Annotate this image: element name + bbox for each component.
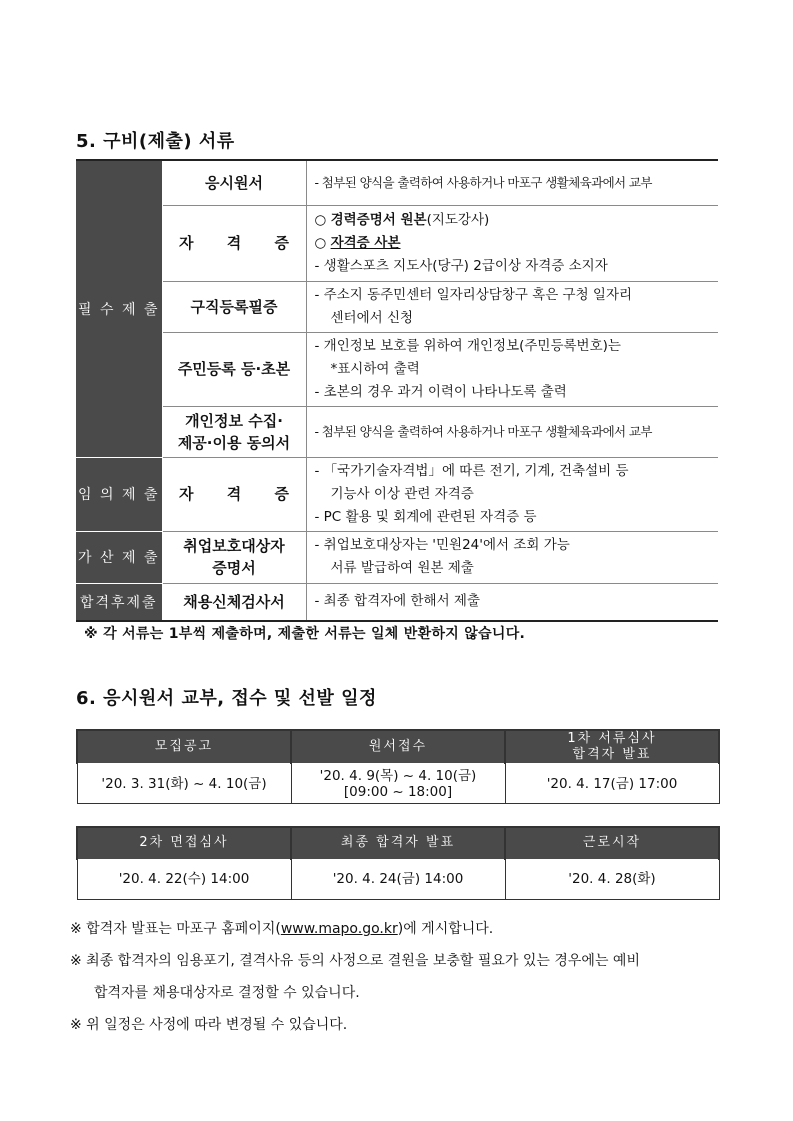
note-reserve-line2: 합격자를 채용대상자로 결정할 수 있습니다. — [94, 985, 360, 1001]
section6-title: 6. 응시원서 교부, 접수 및 선발 일정 — [76, 688, 377, 709]
required-documents-table — [76, 159, 718, 622]
header-application-receipt: 원서접수 — [291, 730, 505, 764]
doc-desc-certificate: ○ 경력증명서 원본(지도강사) ○ 자격증 사본 - 생활스포츠 지도사(당구) 2급이상 자격증 소지자 — [306, 205, 718, 281]
table-row — [76, 531, 718, 583]
doc-name-certificate: 자 격 증 — [162, 205, 306, 281]
schedule-notes — [70, 913, 730, 1041]
doc-name-application: 응시원서 — [162, 160, 306, 205]
table-row — [76, 332, 718, 406]
table-row — [77, 859, 719, 899]
cell-work-start: '20. 4. 28(화) — [505, 859, 719, 899]
header-final-announcement: 최종 합격자 발표 — [291, 827, 505, 859]
table-row — [77, 764, 719, 804]
doc-name-resident-registration: 주민등록 등·초본 — [162, 332, 306, 406]
doc-desc-job-registration: - 주소지 동주민센터 일자리상담창구 혹은 구청 일자리 센터에서 신청 — [306, 281, 718, 332]
cell-application-receipt: '20. 4. 9(목) ~ 4. 10(금) [09:00 ~ 18:00] — [291, 764, 505, 804]
cell-document-screening: '20. 4. 17(금) 17:00 — [505, 764, 719, 804]
desc-line: ○ 경력증명서 원본(지도강사) — [314, 211, 490, 228]
homepage-link[interactable]: www.mapo.go.kr — [280, 921, 398, 937]
table-row — [76, 457, 718, 531]
cell-recruitment-notice: '20. 3. 31(화) ~ 4. 10(금) — [77, 764, 291, 804]
header-recruitment-notice: 모집공고 — [77, 730, 291, 764]
table-row — [76, 406, 718, 457]
category-optional: 임 의 제 출 — [76, 457, 162, 531]
table-row — [76, 205, 718, 281]
doc-desc-resident-registration: - 개인정보 보호를 위하여 개인정보(주민등록번호)는 *표시하여 출력 - 초본의 경우 과거 이력이 나타나도록 출력 — [306, 332, 718, 406]
header-interview: 2차 면접심사 — [77, 827, 291, 859]
table-row — [76, 281, 718, 332]
note-announcement: ※ 합격자 발표는 마포구 홈페이지(www.mapo.go.kr)에 게시합니다. — [70, 921, 494, 937]
table-row — [76, 583, 718, 621]
header-document-screening: 1차 서류심사 합격자 발표 — [505, 730, 719, 764]
cell-interview: '20. 4. 22(수) 14:00 — [77, 859, 291, 899]
doc-name-privacy-consent: 개인정보 수집· 제공·이용 동의서 — [162, 406, 306, 457]
table-row — [76, 160, 718, 205]
doc-name-optional-certificate: 자 격 증 — [162, 457, 306, 531]
table-header-row — [77, 730, 719, 764]
doc-desc-optional-certificate: - 「국가기술자격법」에 따른 전기, 기계, 건축설비 등 기능사 이상 관련 자격증 - PC 활용 및 회계에 관련된 자격증 등 — [306, 457, 718, 531]
desc-line: ○ 자격증 사본 — [314, 234, 401, 251]
section5-title: 5. 구비(제출) 서류 — [76, 131, 235, 152]
note-reserve-line1: ※ 최종 합격자의 임용포기, 결격사유 등의 사정으로 결원을 보충할 필요가 있는 경우에는 예비 — [70, 953, 640, 969]
schedule-table-1 — [76, 729, 720, 804]
submission-note: ※ 각 서류는 1부씩 제출하며, 제출한 서류는 일체 반환하지 않습니다. — [84, 626, 526, 642]
schedule-table-2 — [76, 826, 720, 900]
doc-desc-employment-protection: - 취업보호대상자는 '민원24'에서 조회 가능 서류 발급하여 원본 제출 — [306, 531, 718, 583]
category-required: 필 수 제 출 — [76, 160, 162, 457]
cell-final-announcement: '20. 4. 24(금) 14:00 — [291, 859, 505, 899]
doc-name-medical-exam: 채용신체검사서 — [162, 583, 306, 621]
doc-name-employment-protection: 취업보호대상자 증명서 — [162, 531, 306, 583]
doc-name-job-registration: 구직등록필증 — [162, 281, 306, 332]
category-bonus: 가 산 제 출 — [76, 531, 162, 583]
doc-desc-medical-exam: - 최종 합격자에 한해서 제출 — [306, 583, 718, 621]
table-header-row — [77, 827, 719, 859]
header-work-start: 근로시작 — [505, 827, 719, 859]
doc-desc-privacy-consent: - 첨부된 양식을 출력하여 사용하거나 마포구 생활체육과에서 교부 — [306, 406, 718, 457]
category-after-pass: 합격후제출 — [76, 583, 162, 621]
doc-desc-application: - 첨부된 양식을 출력하여 사용하거나 마포구 생활체육과에서 교부 — [306, 160, 718, 205]
note-schedule-change: ※ 위 일정은 사정에 따라 변경될 수 있습니다. — [70, 1017, 348, 1033]
